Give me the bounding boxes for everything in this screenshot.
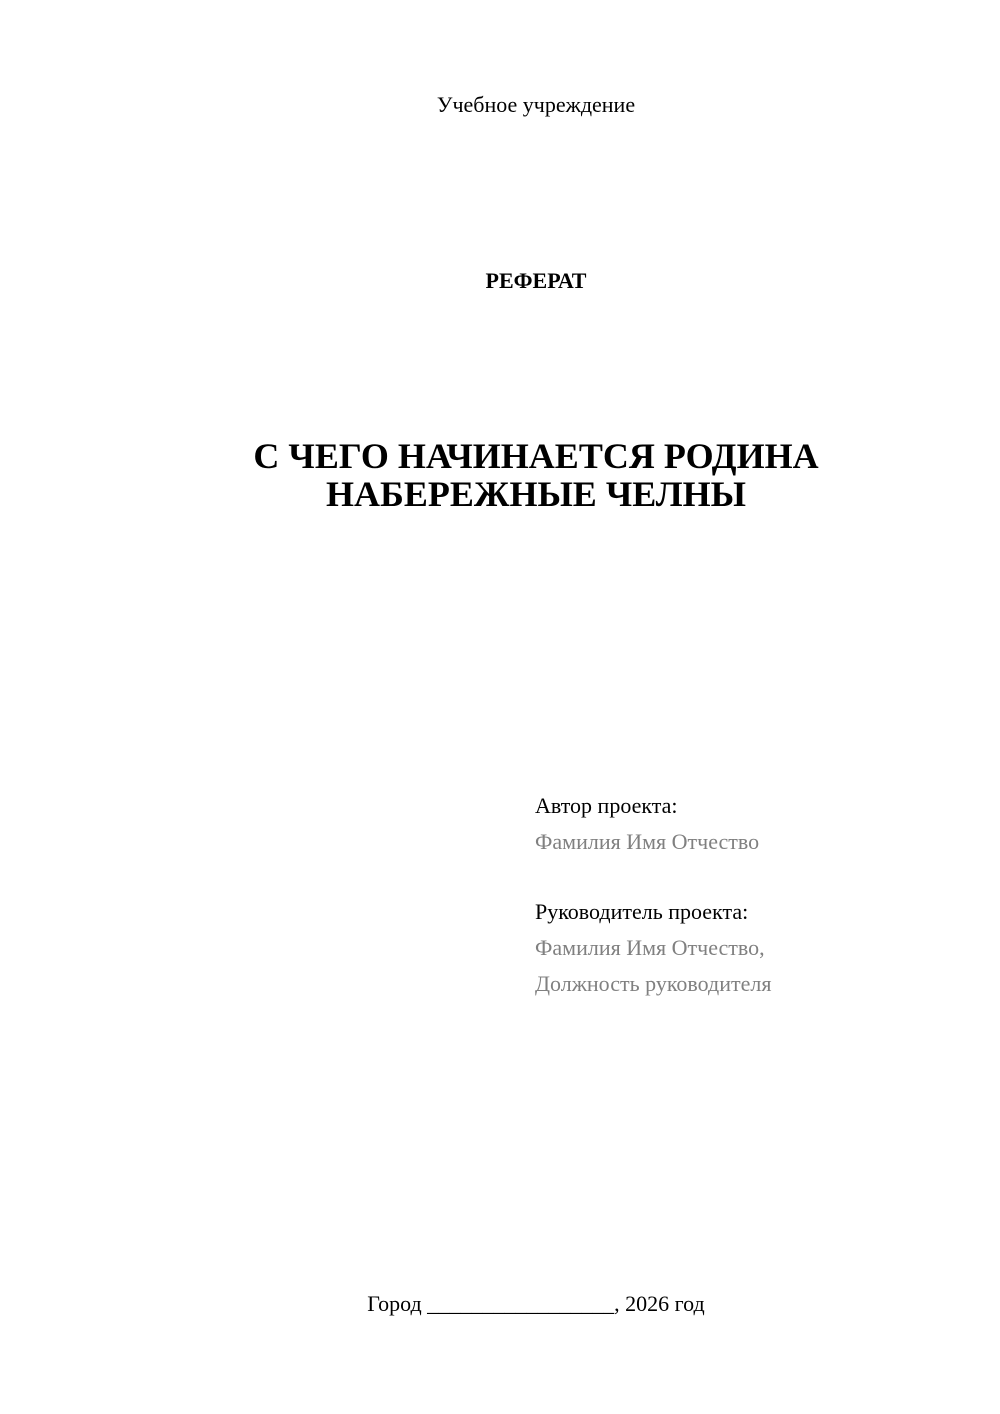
credits-spacer xyxy=(535,860,975,894)
title-line-1: С ЧЕГО НАЧИНАЕТСЯ РОДИНА xyxy=(253,436,819,476)
credits-block xyxy=(535,788,975,1002)
author-label: Автор проекта: xyxy=(535,793,678,818)
document-title xyxy=(0,437,1000,513)
document-type: РЕФЕРАТ xyxy=(485,268,587,293)
supervisor-position: Должность руководителя xyxy=(535,971,772,996)
supervisor-name: Фамилия Имя Отчество, xyxy=(535,935,765,960)
institution-name: Учебное учреждение xyxy=(436,92,636,117)
city-year-line: Город _________________, 2026 год xyxy=(367,1291,705,1316)
author-name: Фамилия Имя Отчество xyxy=(535,829,760,854)
supervisor-label: Руководитель проекта: xyxy=(535,899,749,924)
title-line-2: НАБЕРЕЖНЫЕ ЧЕЛНЫ xyxy=(326,474,746,514)
